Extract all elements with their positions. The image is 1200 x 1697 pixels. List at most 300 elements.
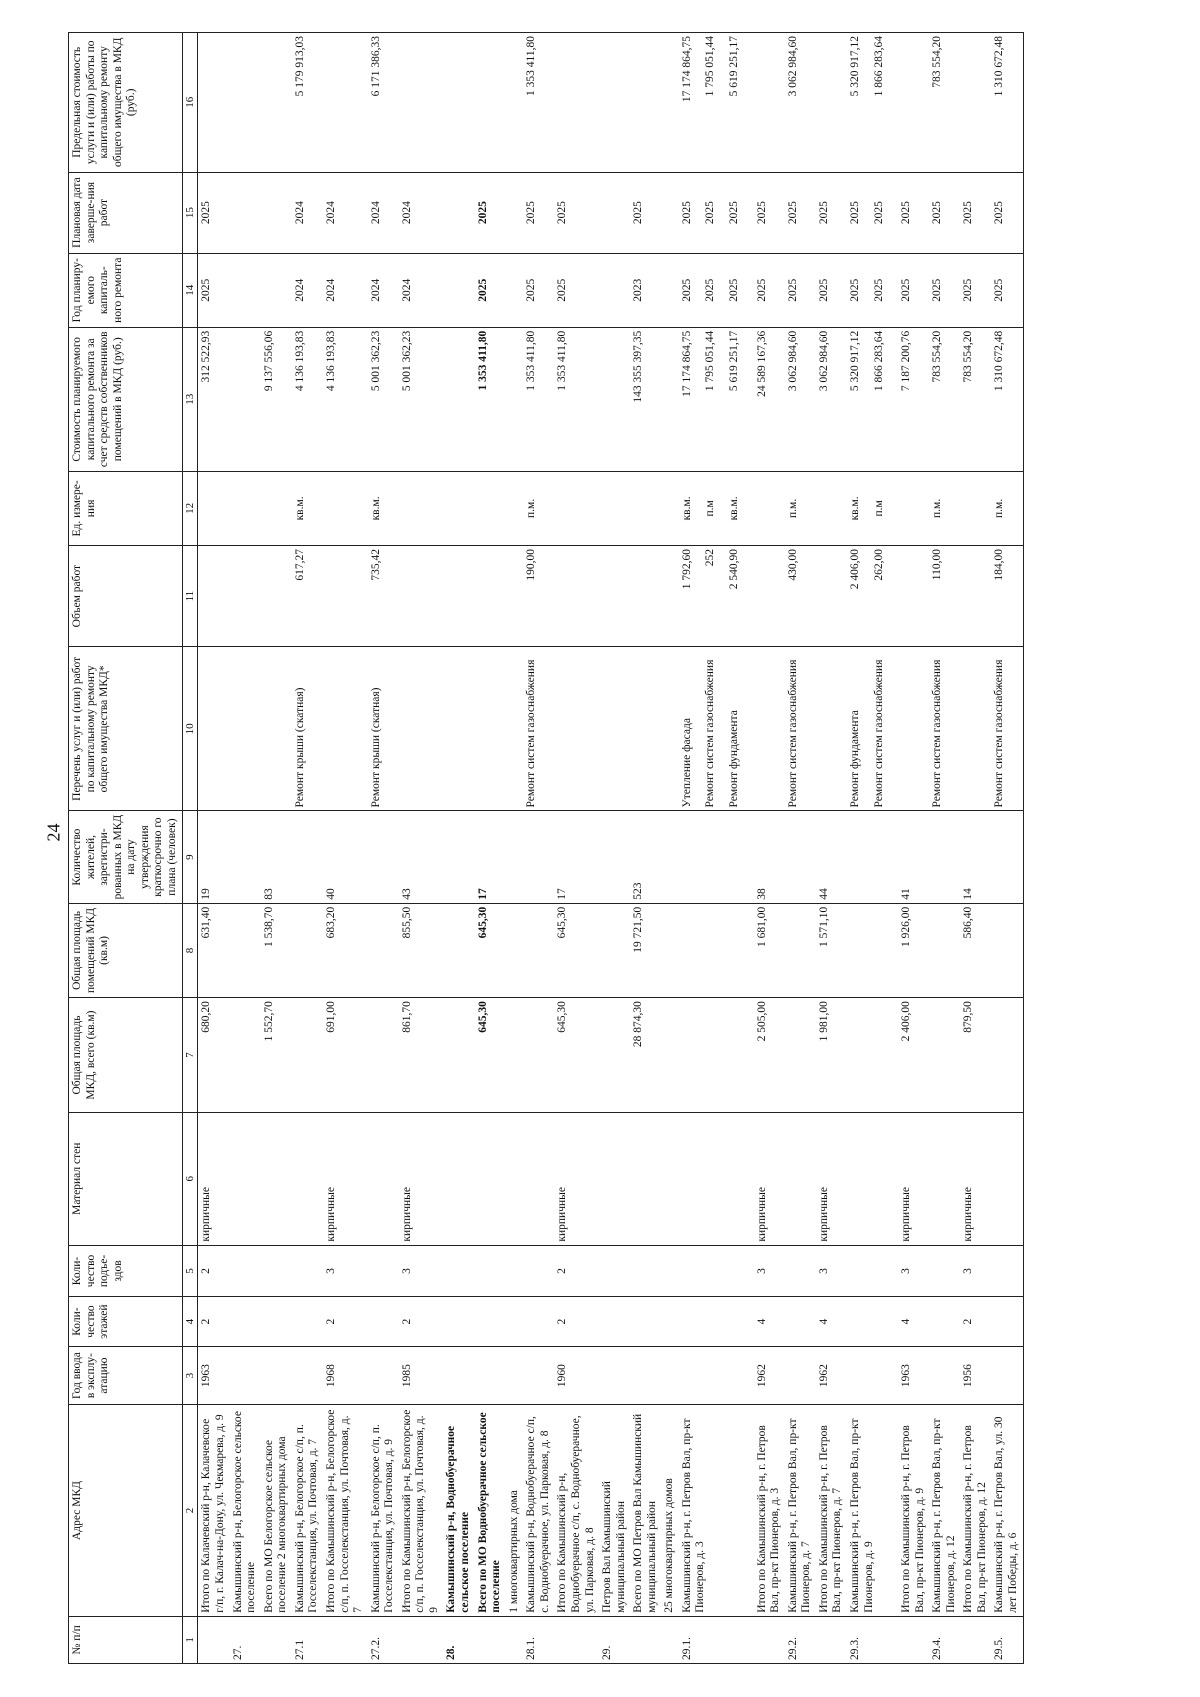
plan-year-cell-line: 2025 xyxy=(786,278,799,302)
column-number: 8 xyxy=(182,903,198,997)
total-area-cell xyxy=(929,998,960,1113)
address-cell: Камышинский р-н, Воднобуерачное с/п, с. Воднобуерачное, ул. Парковая, д. 8 xyxy=(523,1405,554,1616)
cost-cell-line: 312 522,93 xyxy=(200,330,213,383)
volume-cell xyxy=(261,546,292,647)
limit-cost-cell-line: 5 619 251,17 xyxy=(728,36,741,97)
premises-area-cell xyxy=(230,903,261,997)
works-cell-line: Ремонт систем газоснабжения xyxy=(993,659,1006,808)
table-row xyxy=(929,33,960,1664)
works-cell xyxy=(261,647,292,811)
row-number xyxy=(960,1616,991,1663)
wall-material-cell xyxy=(679,1112,754,1245)
plan-year-cell-line: 2025 xyxy=(931,278,944,302)
column-number: 15 xyxy=(182,172,198,253)
plan-year-cell xyxy=(554,253,599,327)
plan-year-cell-line: 2025 xyxy=(200,278,213,302)
floors-cell xyxy=(630,1297,661,1346)
wall-material-cell xyxy=(523,1112,554,1245)
works-cell-line: Ремонт систем газоснабжения xyxy=(931,659,944,808)
wall-material-cell xyxy=(292,1112,323,1245)
total-area-cell xyxy=(785,998,816,1113)
column-header: Общая площадь МКД, всего (кв.м) xyxy=(69,998,183,1113)
entrances-cell xyxy=(599,1245,630,1297)
floors-cell: 2 xyxy=(323,1297,368,1346)
cost-cell-line: 1 310 672,48 xyxy=(993,330,1006,392)
residents-cell xyxy=(929,811,960,903)
column-header: Коли-чество подъе-здов xyxy=(69,1245,183,1297)
table-row xyxy=(785,33,816,1664)
entrances-cell: 3 xyxy=(323,1245,368,1297)
row-number: 28. xyxy=(443,1616,474,1663)
volume-cell-line: 184,00 xyxy=(993,549,1006,581)
premises-area-cell xyxy=(991,903,1023,997)
works-cell xyxy=(443,647,474,811)
address-cell: Итого по Камышинский р-н, Белогорское с/п, п. Госселекстанция, ул. Почтовая, д. 7 xyxy=(323,1405,368,1616)
limit-cost-cell xyxy=(630,33,661,173)
column-header: Перечень услуг и (или) работ по капитальному ремонту общего имущества МКД* xyxy=(69,647,183,811)
plan-year-cell xyxy=(679,253,754,327)
wall-material-cell xyxy=(230,1112,261,1245)
total-area-cell: 861,70 xyxy=(399,998,444,1113)
unit-cell xyxy=(847,471,898,545)
floors-cell xyxy=(679,1297,754,1346)
cost-cell xyxy=(847,327,898,471)
plan-year-cell-line: 2025 xyxy=(728,278,741,302)
residents-cell: 17 xyxy=(475,811,506,903)
works-cell xyxy=(785,647,816,811)
row-number: 29. xyxy=(599,1616,630,1663)
table-row xyxy=(368,33,399,1664)
residents-cell: 14 xyxy=(960,811,991,903)
works-cell xyxy=(599,647,630,811)
plan-year-cell xyxy=(847,253,898,327)
total-area-cell: 2 406,00 xyxy=(898,998,929,1113)
works-cell-line: Ремонт систем газоснабжения xyxy=(786,659,799,808)
total-area-cell xyxy=(443,998,474,1113)
address-cell: 1 многоквартирных дома xyxy=(506,1405,524,1616)
plan-year-cell-line: 2025 xyxy=(556,278,569,302)
cost-cell-line: 3 062 984,60 xyxy=(786,330,799,392)
end-date-cell-line: 2025 xyxy=(556,201,569,225)
year-cell xyxy=(847,1346,898,1404)
unit-cell-line: п.м xyxy=(704,500,717,517)
limit-cost-cell xyxy=(816,33,847,173)
column-header: Общая площадь помещений МКД (кв.м) xyxy=(69,903,183,997)
floors-cell xyxy=(475,1297,506,1346)
cost-cell xyxy=(443,327,474,471)
works-cell xyxy=(198,647,230,811)
limit-cost-cell-line: 1 866 283,64 xyxy=(872,36,885,97)
unit-cell-line: п.м. xyxy=(525,498,538,518)
cost-cell xyxy=(960,327,991,471)
limit-cost-cell xyxy=(898,33,929,173)
cost-cell-line: 7 187 200,76 xyxy=(900,330,913,392)
entrances-cell xyxy=(230,1245,261,1297)
year-cell xyxy=(661,1346,679,1404)
table-row xyxy=(630,33,661,1664)
unit-cell xyxy=(230,471,261,545)
entrances-cell xyxy=(847,1245,898,1297)
wall-material-cell xyxy=(630,1112,661,1245)
end-date-cell-line: 2025 xyxy=(728,201,741,225)
residents-cell xyxy=(292,811,323,903)
row-number xyxy=(506,1616,524,1663)
table-row xyxy=(198,33,230,1664)
table-row xyxy=(399,33,444,1664)
floors-cell xyxy=(785,1297,816,1346)
residents-cell xyxy=(368,811,399,903)
column-number: 3 xyxy=(182,1346,198,1404)
premises-area-cell xyxy=(368,903,399,997)
works-cell xyxy=(292,647,323,811)
cost-cell-line: 3 062 984,60 xyxy=(817,330,830,392)
row-number xyxy=(399,1616,444,1663)
row-number: 29.5. xyxy=(991,1616,1023,1663)
end-date-cell xyxy=(754,172,785,253)
volume-cell xyxy=(554,546,599,647)
address-cell: Камышинский р-н, Белогорское сельское поселение xyxy=(230,1405,261,1616)
wall-material-cell xyxy=(991,1112,1023,1245)
column-header: Год ввода в эксплу-атацию xyxy=(69,1346,183,1404)
total-area-cell: 1 981,00 xyxy=(816,998,847,1113)
floors-cell xyxy=(599,1297,630,1346)
residents-cell xyxy=(679,811,754,903)
cost-cell xyxy=(261,327,292,471)
end-date-cell xyxy=(816,172,847,253)
entrances-cell xyxy=(630,1245,661,1297)
address-cell: Камышинский р-н, г. Петров Вал, пр-кт Пионеров, д. 9 xyxy=(847,1405,898,1616)
volume-cell-line: 252 xyxy=(704,549,717,567)
end-date-cell xyxy=(679,172,754,253)
year-cell: 1960 xyxy=(554,1346,599,1404)
table-row xyxy=(443,33,474,1664)
plan-year-cell xyxy=(630,253,661,327)
address-cell: Камышинский р-н, Белогорское с/п, п. Госселекстанция, ул. Почтовая, д. 7 xyxy=(292,1405,323,1616)
unit-cell-line: кв.м. xyxy=(680,496,693,521)
volume-cell-line: 617,27 xyxy=(293,549,306,581)
works-cell xyxy=(323,647,368,811)
end-date-cell-line: 2024 xyxy=(293,201,306,225)
column-number: 13 xyxy=(182,327,198,471)
unit-cell xyxy=(292,471,323,545)
unit-cell xyxy=(960,471,991,545)
end-date-cell-line: 2025 xyxy=(704,201,717,225)
year-cell: 1963 xyxy=(898,1346,929,1404)
cost-cell xyxy=(785,327,816,471)
column-header: Коли-чество этажей xyxy=(69,1297,183,1346)
wall-material-cell: кирпичные xyxy=(898,1112,929,1245)
limit-cost-cell xyxy=(960,33,991,173)
cost-cell xyxy=(230,327,261,471)
entrances-cell xyxy=(929,1245,960,1297)
table-row xyxy=(506,33,524,1664)
unit-cell xyxy=(754,471,785,545)
works-cell xyxy=(898,647,929,811)
plan-year-cell-line: 2025 xyxy=(817,278,830,302)
volume-cell xyxy=(230,546,261,647)
plan-year-cell xyxy=(443,253,474,327)
end-date-cell xyxy=(198,172,230,253)
column-header: № п/п xyxy=(69,1616,183,1663)
unit-cell xyxy=(898,471,929,545)
premises-area-cell: 855,50 xyxy=(399,903,444,997)
column-header: Адрес МКД xyxy=(69,1405,183,1616)
limit-cost-cell-line: 1 310 672,48 xyxy=(993,36,1006,97)
table-row xyxy=(230,33,261,1664)
residents-cell xyxy=(506,811,524,903)
residents-cell xyxy=(230,811,261,903)
year-cell xyxy=(506,1346,524,1404)
limit-cost-cell xyxy=(991,33,1023,173)
volume-cell-line: 1 792,60 xyxy=(680,549,693,590)
column-header: Плановая дата заверше-ния работ xyxy=(69,172,183,253)
total-area-cell: 879,50 xyxy=(960,998,991,1113)
address-cell: Камышинский р-н, г. Петров Вал, пр-кт Пионеров, д. 3 xyxy=(679,1405,754,1616)
limit-cost-cell xyxy=(754,33,785,173)
total-area-cell xyxy=(506,998,524,1113)
end-date-cell xyxy=(630,172,661,253)
address-cell: Итого по Камышинский р-н, г. Петров Вал, пр-кт Пионеров, д. 12 xyxy=(960,1405,991,1616)
cost-cell-line: 17 174 864,75 xyxy=(680,330,693,397)
table-container xyxy=(68,32,1176,1664)
row-number xyxy=(323,1616,368,1663)
volume-cell xyxy=(960,546,991,647)
end-date-cell-line: 2025 xyxy=(848,201,861,225)
limit-cost-cell-line: 1 353 411,80 xyxy=(525,36,538,96)
volume-cell xyxy=(898,546,929,647)
floors-cell xyxy=(368,1297,399,1346)
total-area-cell xyxy=(661,998,679,1113)
limit-cost-cell xyxy=(523,33,554,173)
row-number: 29.3. xyxy=(847,1616,898,1663)
wall-material-cell xyxy=(475,1112,506,1245)
limit-cost-cell-line: 6 171 386,33 xyxy=(369,36,382,97)
column-number-row xyxy=(182,33,198,1664)
cost-cell xyxy=(630,327,661,471)
residents-cell: 41 xyxy=(898,811,929,903)
plan-year-cell-line: 2025 xyxy=(525,278,538,302)
works-cell xyxy=(929,647,960,811)
entrances-cell xyxy=(661,1245,679,1297)
end-date-cell xyxy=(661,172,679,253)
unit-cell xyxy=(991,471,1023,545)
premises-area-cell xyxy=(292,903,323,997)
end-date-cell-line: 2025 xyxy=(872,201,885,225)
row-number xyxy=(898,1616,929,1663)
column-number: 14 xyxy=(182,253,198,327)
cost-cell xyxy=(523,327,554,471)
column-header: Объем работ xyxy=(69,546,183,647)
cost-cell-line: 5 619 251,17 xyxy=(728,330,741,392)
volume-cell xyxy=(506,546,524,647)
works-cell xyxy=(630,647,661,811)
volume-cell xyxy=(599,546,630,647)
premises-area-cell: 19 721,50 xyxy=(630,903,661,997)
table-body xyxy=(198,33,1023,1664)
total-area-cell: 691,00 xyxy=(323,998,368,1113)
column-number: 1 xyxy=(182,1616,198,1663)
premises-area-cell: 1 681,00 xyxy=(754,903,785,997)
column-number: 11 xyxy=(182,546,198,647)
residents-cell: 40 xyxy=(323,811,368,903)
row-number: 27.1 xyxy=(292,1616,323,1663)
address-cell: Всего по МО Воднобуерачное сельское поселение xyxy=(475,1405,506,1616)
entrances-cell: 2 xyxy=(198,1245,230,1297)
unit-cell xyxy=(929,471,960,545)
year-cell: 1985 xyxy=(399,1346,444,1404)
plan-year-cell xyxy=(898,253,929,327)
works-cell xyxy=(475,647,506,811)
unit-cell xyxy=(323,471,368,545)
table-row xyxy=(292,33,323,1664)
address-cell: Всего по МО Петров Вал Камышинский муниципальный район xyxy=(630,1405,661,1616)
cost-cell xyxy=(368,327,399,471)
table-row xyxy=(661,33,679,1664)
unit-cell xyxy=(261,471,292,545)
row-number xyxy=(554,1616,599,1663)
limit-cost-cell-line: 5 179 913,03 xyxy=(293,36,306,97)
cost-cell-line: 5 001 362,23 xyxy=(369,330,382,392)
cost-cell-line: 4 136 193,83 xyxy=(293,330,306,392)
unit-cell xyxy=(630,471,661,545)
address-cell: Камышинский р-н, г. Петров Вал, пр-кт Пионеров, д. 12 xyxy=(929,1405,960,1616)
year-cell: 1962 xyxy=(754,1346,785,1404)
residents-cell xyxy=(443,811,474,903)
works-cell xyxy=(960,647,991,811)
cost-cell-line: 5 320 917,12 xyxy=(848,330,861,392)
column-number: 16 xyxy=(182,33,198,173)
wall-material-cell: кирпичные xyxy=(198,1112,230,1245)
volume-cell xyxy=(661,546,679,647)
entrances-cell xyxy=(991,1245,1023,1297)
wall-material-cell: кирпичные xyxy=(554,1112,599,1245)
unit-cell-line: п.м. xyxy=(993,498,1006,518)
plan-year-cell xyxy=(661,253,679,327)
entrances-cell: 3 xyxy=(898,1245,929,1297)
total-area-cell: 680,20 xyxy=(198,998,230,1113)
premises-area-cell xyxy=(661,903,679,997)
residents-cell: 43 xyxy=(399,811,444,903)
total-area-cell xyxy=(847,998,898,1113)
limit-cost-cell xyxy=(506,33,524,173)
entrances-cell xyxy=(475,1245,506,1297)
unit-cell xyxy=(443,471,474,545)
premises-area-cell xyxy=(847,903,898,997)
address-cell: Итого по Камышинский р-н, г. Петров Вал, пр-кт Пионеров, д. 9 xyxy=(898,1405,929,1616)
floors-cell xyxy=(292,1297,323,1346)
table-row xyxy=(475,33,506,1664)
premises-area-cell: 1 926,00 xyxy=(898,903,929,997)
volume-cell-line: 262,00 xyxy=(872,549,885,581)
year-cell xyxy=(443,1346,474,1404)
column-header: Ед. измере-ния xyxy=(69,471,183,545)
address-cell: Камышинский р-н, г. Петров Вал, пр-кт Пионеров, д. 7 xyxy=(785,1405,816,1616)
limit-cost-cell-line: 783 554,20 xyxy=(931,36,944,88)
floors-cell: 4 xyxy=(754,1297,785,1346)
volume-cell xyxy=(929,546,960,647)
address-cell: Итого по Камышинский р-н, г. Петров Вал, пр-кт Пионеров, д. 3 xyxy=(754,1405,785,1616)
table-row xyxy=(679,33,754,1664)
year-cell xyxy=(785,1346,816,1404)
unit-cell-line: п.м. xyxy=(786,498,799,518)
volume-cell xyxy=(679,546,754,647)
end-date-cell-line: 2025 xyxy=(931,201,944,225)
premises-area-cell xyxy=(506,903,524,997)
entrances-cell xyxy=(506,1245,524,1297)
plan-year-cell xyxy=(991,253,1023,327)
column-number: 9 xyxy=(182,811,198,903)
end-date-cell-line: 2025 xyxy=(632,201,645,225)
total-area-cell xyxy=(368,998,399,1113)
total-area-cell xyxy=(230,998,261,1113)
row-number xyxy=(661,1616,679,1663)
limit-cost-cell xyxy=(475,33,506,173)
cost-cell-line: 783 554,20 xyxy=(962,330,975,383)
end-date-cell xyxy=(847,172,898,253)
total-area-cell: 1 552,70 xyxy=(261,998,292,1113)
volume-cell xyxy=(475,546,506,647)
plan-year-cell-line: 2024 xyxy=(369,278,382,302)
entrances-cell: 3 xyxy=(960,1245,991,1297)
cost-cell xyxy=(554,327,599,471)
works-cell xyxy=(816,647,847,811)
volume-cell xyxy=(292,546,323,647)
works-cell xyxy=(230,647,261,811)
address-cell: Итого по Калачевский р-н, Калачевское г/п, г. Калач-на-Дону, ул. Чекмарева, д. 9 xyxy=(198,1405,230,1616)
total-area-cell xyxy=(991,998,1023,1113)
cost-cell-line: 1 353 411,80 xyxy=(476,330,489,391)
cost-cell xyxy=(991,327,1023,471)
table-row xyxy=(261,33,292,1664)
plan-year-cell xyxy=(960,253,991,327)
table-row xyxy=(816,33,847,1664)
works-cell-line: Ремонт фундамента xyxy=(848,710,861,808)
works-cell xyxy=(754,647,785,811)
column-header: Стоимость планируемого капитального ремонта за счет средств собственников помещений в МКД (руб.) xyxy=(69,327,183,471)
plan-year-cell xyxy=(523,253,554,327)
entrances-cell: 3 xyxy=(816,1245,847,1297)
floors-cell xyxy=(991,1297,1023,1346)
premises-area-cell xyxy=(443,903,474,997)
volume-cell xyxy=(323,546,368,647)
end-date-cell xyxy=(991,172,1023,253)
wall-material-cell: кирпичные xyxy=(960,1112,991,1245)
unit-cell xyxy=(475,471,506,545)
unit-cell xyxy=(661,471,679,545)
residents-cell: 17 xyxy=(554,811,599,903)
unit-cell-line: п.м xyxy=(872,500,885,517)
row-number: 27.2. xyxy=(368,1616,399,1663)
end-date-cell-line: 2025 xyxy=(755,201,768,225)
year-cell xyxy=(599,1346,630,1404)
year-cell: 1963 xyxy=(198,1346,230,1404)
wall-material-cell: кирпичные xyxy=(323,1112,368,1245)
entrances-cell xyxy=(679,1245,754,1297)
unit-cell xyxy=(679,471,754,545)
unit-cell-line: кв.м. xyxy=(293,496,306,521)
column-number: 5 xyxy=(182,1245,198,1297)
limit-cost-cell xyxy=(599,33,630,173)
floors-cell xyxy=(443,1297,474,1346)
column-header: Количество жителей, зарегистри-рованных в МКД на дату утверждения краткосрочно го плана (человек) xyxy=(69,811,183,903)
year-cell xyxy=(929,1346,960,1404)
row-number: 29.4. xyxy=(929,1616,960,1663)
address-cell: Итого по Камышинский р-н, г. Петров Вал, пр-кт Пионеров, д. 7 xyxy=(816,1405,847,1616)
plan-year-cell-line: 2024 xyxy=(293,278,306,302)
cost-cell xyxy=(816,327,847,471)
end-date-cell xyxy=(929,172,960,253)
volume-cell xyxy=(368,546,399,647)
